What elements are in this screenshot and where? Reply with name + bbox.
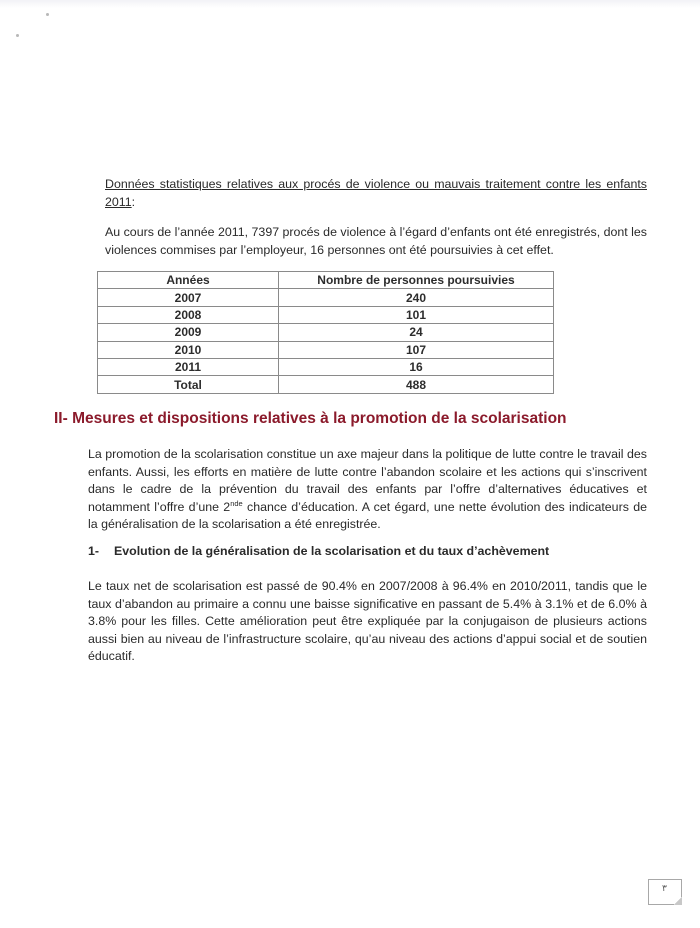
scan-edge-shade [0,0,700,8]
column-header-count: Nombre de personnes poursuivies [279,272,554,289]
stats-heading-colon: : [131,194,136,209]
table-row [98,341,554,358]
year-cell: 2010 [98,341,279,358]
year-cell: 2009 [98,324,279,341]
total-label-cell: Total [98,376,279,393]
scan-artifact [46,13,49,16]
count-cell: 101 [279,306,554,323]
count-cell: 16 [279,358,554,375]
stats-heading [105,176,647,211]
column-header-years: Années [98,272,279,289]
enrollment-rate-paragraph: Le taux net de scolarisation est passé de 90.4% en 2007/2008 à 96.4% en 2010/2011, tandis que le taux d’abandon au primaire a connu une baisse significative en passant de 5.4% à 3.1% et de 6.0% à 3.8% pour les filles. Cette amélioration peut être expliquée par la conjugaison de plusieurs actions aussi bien au niveau de l’infrastructure scolaire, qu’au niveau des actions d’appui social et de soutien éducatif. [88,579,647,664]
page-number-box [648,879,682,905]
total-value-cell: 488 [279,376,554,393]
table-row [98,324,554,341]
count-cell: 24 [279,324,554,341]
table-row [98,289,554,306]
stats-heading-text: Données statistiques relatives aux procés de violence ou mauvais traitement contre les enfants 2011 [105,177,647,209]
stats-paragraph: Au cours de l’année 2011, 7397 procés de violence à l’égard d’enfants ont été enregistrés, dont les violences commises par l’employeur, 16 personnes ont été poursuivies à cet effet. [105,225,647,257]
subsection-title-text: Evolution de la généralisation de la scolarisation et du taux d’achèvement [114,544,550,558]
table-row [98,358,554,375]
ordinal-superscript: nde [230,498,243,508]
count-cell: 240 [279,289,554,306]
page-number: ٣ [662,883,667,893]
section-ii-title: II- Mesures et dispositions relatives à la promotion de la scolarisation [54,410,567,427]
table-header-row [98,272,554,289]
year-cell: 2011 [98,358,279,375]
promotion-text-part2: chance d’éducation. A cet égard, une nette évolution des indicateurs de la généralisation de la scolarisation a été enregistrée. [88,499,647,532]
subsection-1-title [88,544,549,558]
table-row [98,306,554,323]
prosecutions-table [97,271,554,394]
promotion-paragraph [88,446,647,534]
promotion-text-part1: La promotion de la scolarisation constitue un axe majeur dans la politique de lutte contre le travail des enfants. Aussi, les efforts en matière de lutte contre l’abandon scolaire et les actions qui s’inscrivent dans le cadre de la prévention du travail des enfants par l’offre d’alternatives éducatives et notamment l’offre d’une 2 [88,447,647,514]
table-total-row [98,376,554,393]
count-cell: 107 [279,341,554,358]
subsection-number: 1- [88,544,100,558]
scan-artifact [16,34,19,37]
year-cell: 2007 [98,289,279,306]
year-cell: 2008 [98,306,279,323]
